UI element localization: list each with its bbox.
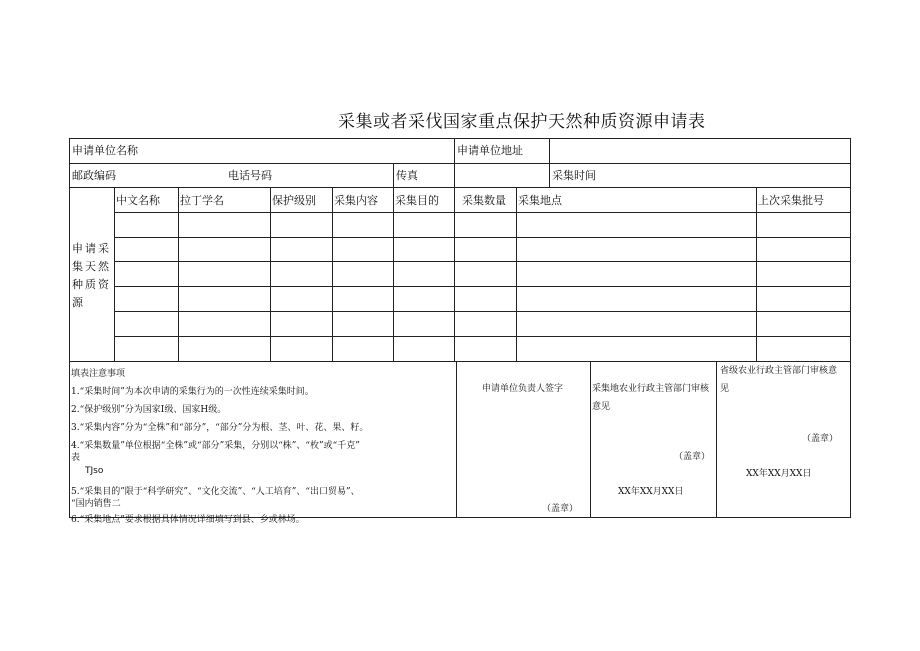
note-line: TJso	[85, 466, 104, 476]
note-line: 6.“采集地点”要求根据具体情况详细填写到县、乡或林场。	[71, 515, 305, 525]
header-last-batch: 上次采集批号	[758, 194, 824, 207]
provincial-review-seal: （盖章）	[802, 434, 839, 444]
note-line: 4.“采集数量”单位根据“全株”或“部分”采集，分别以“株”、“枚”或“千克”	[71, 441, 360, 451]
side-label: 申请采集天然种质资源	[72, 242, 111, 309]
note-line: 3.“采集内容”分为“全株”和“部分”，“部分”分为根、茎、叶、花、果、籽。	[71, 423, 369, 433]
local-review-label: 采集地农业行政主管部门审核	[592, 384, 710, 394]
filling-notes	[71, 366, 454, 525]
applicant-signature-label: 申请单位负责人签字	[482, 384, 564, 394]
header-collect-purpose: 采集目的	[395, 194, 439, 207]
provincial-review-date: XX年XX月XX日	[746, 469, 812, 479]
phone-label: 电话号码	[228, 169, 272, 182]
note-line: 5.“采集目的”限于“科学研究”、“文化交流”、“人工培育”、“出口贸易”、	[71, 487, 360, 497]
form-title: 采集或者采伐国家重点保护天然种质资源申请表	[338, 112, 706, 132]
applicant-name-label: 申请单位名称	[72, 144, 138, 157]
fax-label: 传真	[396, 169, 418, 182]
header-collect-content: 采集内容	[334, 194, 378, 207]
applicant-seal: （盖章）	[542, 504, 579, 514]
header-latin-name: 拉丁学名	[180, 194, 224, 207]
provincial-review-label-cont: 见	[720, 384, 730, 394]
header-protection-level: 保护级别	[272, 194, 316, 207]
note-line: 表	[71, 453, 81, 463]
header-chinese-name: 中文名称	[116, 194, 160, 207]
postcode-label: 邮政编码	[72, 169, 116, 182]
notes-heading: 填表注意事项	[71, 369, 126, 379]
local-review-date: XX年XX月XX日	[618, 487, 684, 497]
note-line: 1.“采集时间”为本次申请的采集行为的一次性连续采集时间。	[71, 387, 314, 397]
local-review-label-cont: 意见	[592, 402, 611, 412]
collection-time-label: 采集时间	[552, 169, 596, 182]
local-review-seal: （盖章）	[674, 452, 711, 462]
application-form	[69, 138, 851, 525]
note-line: “国内销售二	[71, 499, 121, 509]
applicant-address-label: 申请单位地址	[457, 144, 523, 157]
provincial-review-label: 省级农业行政主管部门审核意	[720, 366, 838, 376]
header-collect-location: 采集地点	[518, 194, 562, 207]
note-line: 2.“保护级别”分为国家I级、国家H级。	[71, 405, 227, 415]
header-collect-quantity: 采集数量	[462, 194, 506, 207]
